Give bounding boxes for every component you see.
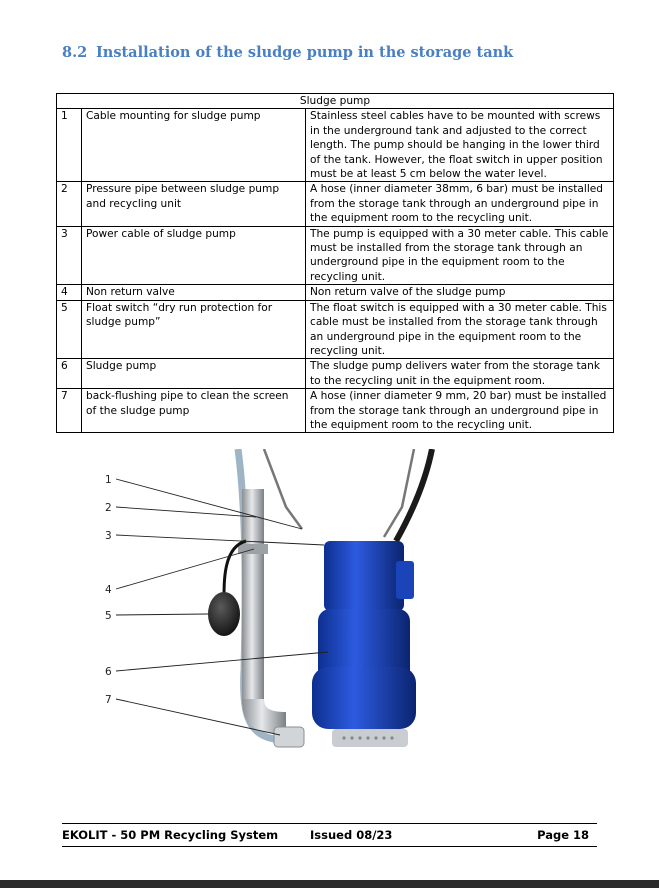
row-number: 3 — [57, 226, 82, 285]
table-row — [57, 285, 614, 300]
callout-5: 5 — [105, 610, 112, 622]
footer-page-number: Page 18 — [537, 828, 589, 842]
table-row — [57, 300, 614, 359]
row-number: 5 — [57, 300, 82, 359]
table-header-row — [57, 94, 614, 109]
table-row — [57, 182, 614, 226]
table-row — [57, 226, 614, 285]
table-row — [57, 389, 614, 433]
footer-rule-bottom — [62, 846, 597, 847]
footer-rule-top — [62, 823, 597, 824]
table-row — [57, 359, 614, 389]
row-description: A hose (inner diameter 38mm, 6 bar) must be installed from the storage tank through an underground pipe in the equipment room to the recycling unit. — [306, 182, 614, 226]
row-description: A hose (inner diameter 9 mm, 20 bar) must be installed from the storage tank through an underground pipe in the equipment room to the recycling unit. — [306, 389, 614, 433]
table-header: Sludge pump — [57, 94, 614, 109]
section-heading — [62, 44, 513, 61]
row-part: Non return valve — [82, 285, 306, 300]
backflush-fitting — [274, 727, 304, 747]
callout-2: 2 — [105, 502, 112, 514]
callout-1: 1 — [105, 474, 112, 486]
sludge-pump-photo — [96, 449, 446, 769]
row-number: 4 — [57, 285, 82, 300]
callout-4: 4 — [105, 584, 112, 596]
float-switch — [208, 592, 240, 636]
footer-product: EKOLIT - 50 PM Recycling System — [62, 828, 279, 842]
row-part: Cable mounting for sludge pump — [82, 109, 306, 182]
callout-7: 7 — [105, 694, 112, 706]
row-part: Power cable of sludge pump — [82, 226, 306, 285]
callout-6: 6 — [105, 666, 112, 678]
parts-table — [56, 93, 614, 433]
row-number: 2 — [57, 182, 82, 226]
row-description: Stainless steel cables have to be mounted with screws in the underground tank and adjusted to the correct length. The pump should be hanging in the lower third of the tank. However, the float switch in upper position must be at least 5 cm below the water level. — [306, 109, 614, 182]
suspension-cable — [384, 449, 414, 537]
section-number: 8.2 — [62, 44, 88, 61]
section-title: Installation of the sludge pump in the storage tank — [96, 44, 514, 61]
suspension-cable — [264, 449, 302, 529]
row-description: Non return valve of the sludge pump — [306, 285, 614, 300]
row-number: 6 — [57, 359, 82, 389]
table-row — [57, 109, 614, 182]
row-description: The sludge pump delivers water from the storage tank to the recycling unit in the equipment room. — [306, 359, 614, 389]
black-hose — [396, 449, 432, 541]
row-description: The pump is equipped with a 30 meter cable. This cable must be installed from the storage tank through an underground pipe in the equipment room to the recycling unit. — [306, 226, 614, 285]
row-part: back-flushing pipe to clean the screen of the sludge pump — [82, 389, 306, 433]
row-part: Float switch “dry run protection for sludge pump” — [82, 300, 306, 359]
row-part: Sludge pump — [82, 359, 306, 389]
row-number: 1 — [57, 109, 82, 182]
footer-issued: Issued 08/23 — [310, 828, 393, 842]
pressure-pipe — [242, 489, 264, 699]
row-number: 7 — [57, 389, 82, 433]
row-description: The float switch is equipped with a 30 meter cable. This cable must be installed from the storage tank through an underground pipe in the equipment room to the recycling unit. — [306, 300, 614, 359]
viewer-bottom-bar — [0, 880, 659, 888]
row-part: Pressure pipe between sludge pump and recycling unit — [82, 182, 306, 226]
callout-3: 3 — [105, 530, 112, 542]
pump-motor-top — [324, 541, 404, 611]
